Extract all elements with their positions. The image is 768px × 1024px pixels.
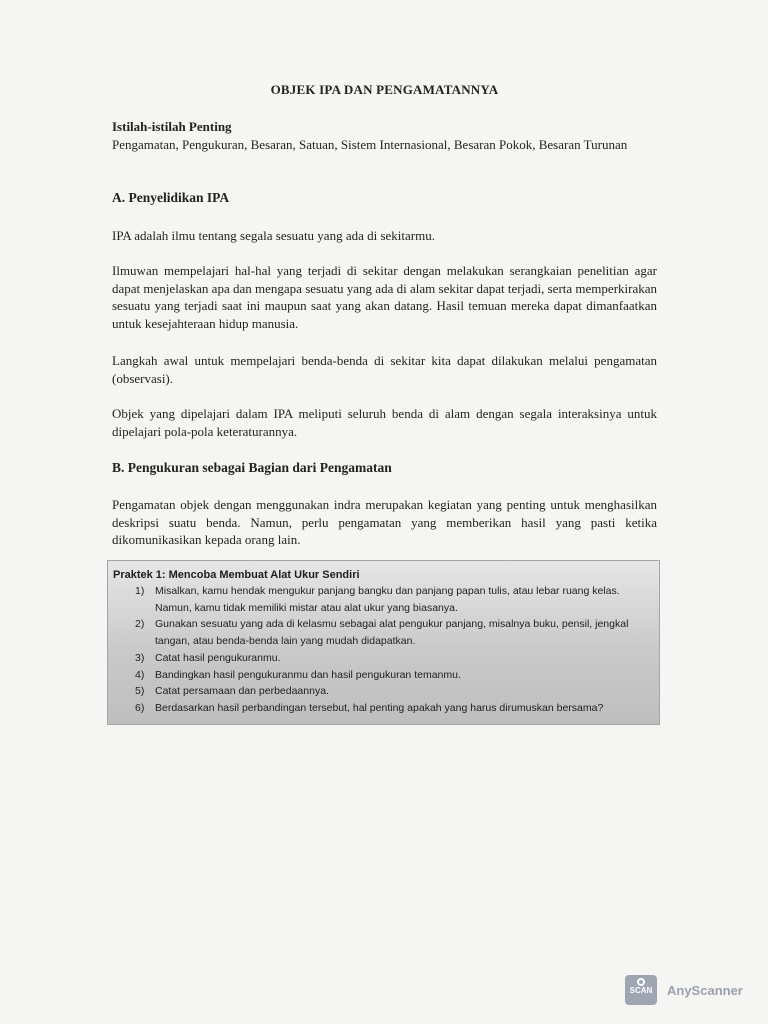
practice-step-text: Berdasarkan hasil perbandingan tersebut, hal penting apakah yang harus dirumuskan bersama? xyxy=(155,701,604,714)
terms-heading: Istilah-istilah Penting xyxy=(112,119,232,134)
practice-step-number: 3) xyxy=(135,651,145,664)
section-a-paragraph: Objek yang dipelajari dalam IPA meliputi seluruh benda di alam dengan segala interaksinya untuk dipelajari pola-pola keteraturannya. xyxy=(112,406,657,439)
practice-step xyxy=(108,683,661,700)
practice-step-text: Gunakan sesuatu yang ada di kelasmu sebagai alat pengukur panjang, misalnya buku, pensil, jengkal tangan, atau benda-benda lain yang mudah didapatkan. xyxy=(155,618,629,648)
practice-step-number: 5) xyxy=(135,685,145,698)
practice-step-number: 6) xyxy=(135,701,145,714)
section-b-paragraph: Pengamatan objek dengan menggunakan indra merupakan kegiatan yang penting untuk menghasilkan deskripsi suatu benda. Namun, perlu pengamatan yang memberikan hasil yang pasti ketika dikomunikasikan kepada orang lain. xyxy=(112,497,657,547)
document-title: OBJEK IPA DAN PENGAMATANNYA xyxy=(270,82,499,97)
terms-list: Pengamatan, Pengukuran, Besaran, Satuan, Sistem Internasional, Besaran Pokok, Besaran Turunan xyxy=(112,137,628,152)
practice-step-text: Catat hasil pengukuranmu. xyxy=(155,651,281,664)
practice-box xyxy=(107,560,660,725)
practice-step xyxy=(108,583,661,616)
practice-step-text: Catat persamaan dan perbedaannya. xyxy=(155,685,329,698)
scan-logo-label: SCAN xyxy=(629,986,653,995)
section-a-paragraph: Langkah awal untuk mempelajari benda-benda di sekitar kita dapat dilakukan melalui pengamatan (observasi). xyxy=(112,353,657,386)
section-a-heading: A. Penyelidikan IPA xyxy=(112,190,230,205)
practice-step xyxy=(108,667,661,684)
section-b-heading: B. Pengukuran sebagai Bagian dari Pengamatan xyxy=(112,460,392,475)
practice-step-number: 4) xyxy=(135,668,145,681)
practice-step xyxy=(108,616,661,649)
practice-step xyxy=(108,650,661,667)
practice-step-number: 2) xyxy=(135,618,145,631)
scan-logo-icon xyxy=(625,975,657,1005)
practice-step xyxy=(108,700,661,717)
practice-title: Praktek 1: Mencoba Membuat Alat Ukur Sendiri xyxy=(113,569,360,581)
practice-step-text: Bandingkan hasil pengukuranmu dan hasil pengukuran temanmu. xyxy=(155,668,461,681)
practice-steps xyxy=(108,583,661,717)
section-a-paragraph: IPA adalah ilmu tentang segala sesuatu yang ada di sekitarmu. xyxy=(112,228,435,243)
scanner-watermark xyxy=(625,975,745,1005)
watermark-brand: AnyScanner xyxy=(667,983,743,998)
section-a-paragraph: Ilmuwan mempelajari hal-hal yang terjadi di sekitar dengan melakukan serangkaian penelitian agar dapat menjelaskan apa dan mengapa sesuatu yang ada di alam sekitar dapat terjadi, serta memperkirakan sesuatu yang terjadi saat ini maupun saat yang akan datang. Hasil temuan mereka dapat dimanfaatkan untuk kesejahteraan hidup manusia. xyxy=(112,263,657,331)
practice-step-text: Misalkan, kamu hendak mengukur panjang bangku dan panjang papan tulis, atau lebar ruang kelas. Namun, kamu tidak memiliki mistar atau alat ukur yang biasanya. xyxy=(155,585,620,614)
practice-step-number: 1) xyxy=(135,585,145,597)
